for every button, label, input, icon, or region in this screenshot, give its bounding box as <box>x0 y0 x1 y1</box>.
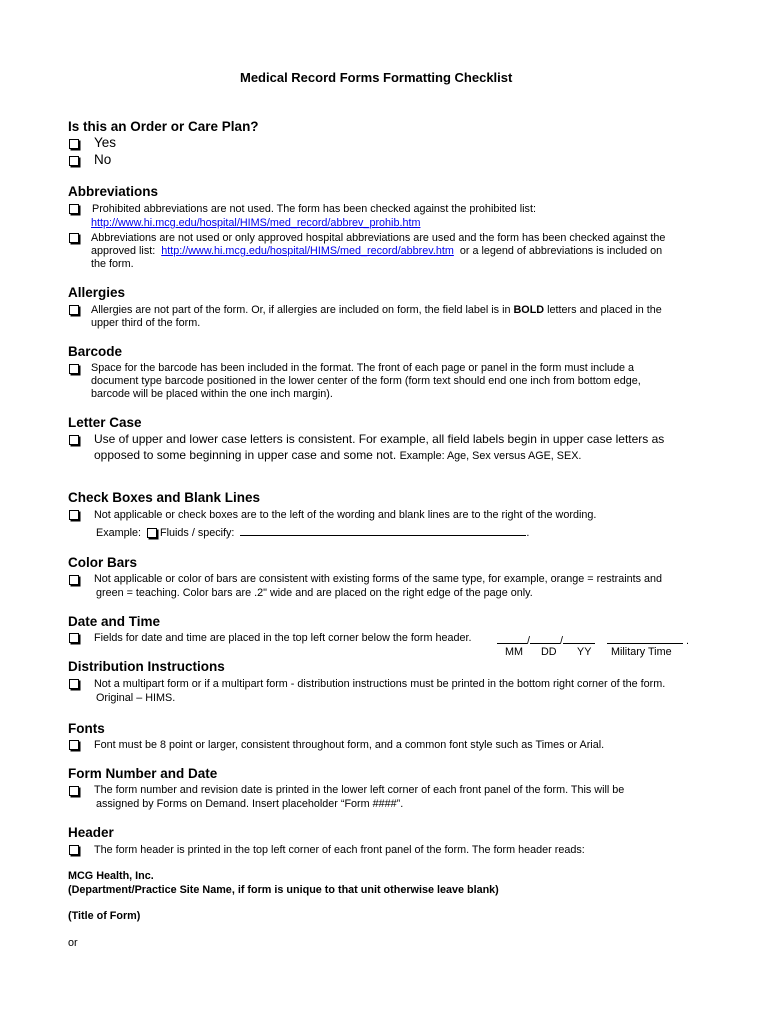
letter-case-line2-text: opposed to some beginning in upper case and some not. <box>94 448 397 462</box>
yy-blank <box>563 632 595 644</box>
distribution-line1: Not a multipart form or if a multipart form - distribution instructions must be printed in the bottom right corner of the form. <box>94 678 666 690</box>
header-org: MCG Health, Inc. <box>68 870 154 882</box>
fonts-heading: Fonts <box>68 721 105 736</box>
form-number-heading: Form Number and Date <box>68 766 218 781</box>
header-heading: Header <box>68 825 114 840</box>
label-mm: MM <box>505 646 523 658</box>
color-bars-heading: Color Bars <box>68 555 138 570</box>
example-label: Example: <box>96 527 142 539</box>
time-blank <box>607 632 683 644</box>
label-military-time: Military Time <box>611 646 672 658</box>
prohibited-list-link[interactable]: http://www.hi.mcg.edu/hospital/HIMS/med_record/abbrev_prohib.htm <box>91 217 421 229</box>
barcode-line2: document type barcode positioned in the lower center of the form (form text should end one inch from bottom edge, <box>91 375 641 387</box>
mm-blank <box>497 632 527 644</box>
abbrev-approved-line1: Abbreviations are not used or only approved hospital abbreviations are used and the form has been checked against the <box>91 232 666 244</box>
header-or: or <box>68 937 78 949</box>
allergies-line1 <box>91 304 662 318</box>
letter-case-heading: Letter Case <box>68 415 142 430</box>
abbrev-approved-checkbox[interactable] <box>69 233 79 243</box>
letter-case-example: Example: Age, Sex versus AGE, SEX. <box>399 450 582 462</box>
header-form-title: (Title of Form) <box>68 910 141 922</box>
dd-blank <box>530 632 560 644</box>
letter-case-line2 <box>94 448 581 464</box>
check-boxes-line1: Not applicable or check boxes are to the left of the wording and blank lines are to the right of the wording. <box>94 509 597 521</box>
allergies-heading: Allergies <box>68 285 126 300</box>
label-dd: DD <box>541 646 557 658</box>
date-time-heading: Date and Time <box>68 614 161 629</box>
check-boxes-example <box>96 524 529 541</box>
distribution-heading: Distribution Instructions <box>68 659 225 674</box>
form-number-line2: assigned by Forms on Demand. Insert placeholder “Form ####”. <box>96 798 404 810</box>
form-number-line1: The form number and revision date is printed in the lower left corner of each front panel of the form. This will be <box>94 784 625 796</box>
yes-checkbox[interactable] <box>69 139 79 149</box>
fluids-example-checkbox <box>147 528 157 538</box>
color-bars-checkbox[interactable] <box>69 575 79 585</box>
color-bars-line2: green = teaching. Color bars are .2" wide and are placed on the right edge of the page only. <box>96 587 533 599</box>
distribution-line2: Original – HIMS. <box>96 692 176 704</box>
fluids-specify-text: Fluids / specify: <box>160 527 235 539</box>
check-boxes-checkbox[interactable] <box>69 510 79 520</box>
letter-case-checkbox[interactable] <box>69 435 79 445</box>
yes-label: Yes <box>94 135 117 150</box>
header-dept: (Department/Practice Site Name, if form is unique to that unit otherwise leave blank) <box>68 884 499 896</box>
date-time-line1: Fields for date and time are placed in the top left corner below the form header. <box>94 632 472 644</box>
no-label: No <box>94 152 112 167</box>
abbrev-prohibited-text: Prohibited abbreviations are not used. The form has been checked against the prohibited list: <box>92 203 536 215</box>
letter-case-line1: Use of upper and lower case letters is consistent. For example, all field labels begin in upper case letters as <box>94 432 665 446</box>
fluids-blank-line <box>240 524 526 536</box>
barcode-checkbox[interactable] <box>69 364 79 374</box>
order-question-heading: Is this an Order or Care Plan? <box>68 119 259 134</box>
page-title: Medical Record Forms Formatting Checklist <box>240 70 513 85</box>
date-sep-2: / <box>560 635 563 647</box>
example-end: . <box>526 527 530 539</box>
distribution-checkbox[interactable] <box>69 679 79 689</box>
approved-list-suffix: or a legend of abbreviations is included on <box>459 245 663 257</box>
abbrev-approved-line3: the form. <box>91 258 134 270</box>
barcode-line3: barcode will be placed within the one inch margin). <box>91 388 333 400</box>
barcode-heading: Barcode <box>68 344 123 359</box>
barcode-line1: Space for the barcode has been included in the format. The front of each page or panel in the form must include a <box>91 362 634 374</box>
date-time-end: . <box>686 635 689 647</box>
header-line1: The form header is printed in the top left corner of each front panel of the form. The form header reads: <box>94 844 585 856</box>
fonts-checkbox[interactable] <box>69 740 79 750</box>
check-boxes-heading: Check Boxes and Blank Lines <box>68 490 261 505</box>
allergies-bold-word: BOLD <box>513 304 545 316</box>
date-sep-1: / <box>527 635 530 647</box>
label-yy: YY <box>577 646 592 658</box>
allergies-line1-pre: Allergies are not part of the form. Or, if allergies are included on form, the field label is in <box>91 304 511 316</box>
approved-list-prefix: approved list: <box>91 245 156 257</box>
form-number-checkbox[interactable] <box>69 786 79 796</box>
abbreviations-heading: Abbreviations <box>68 184 159 199</box>
abbrev-approved-line2 <box>91 245 662 259</box>
allergies-line1-post: letters and placed in the <box>547 304 662 316</box>
abbrev-prohibited-checkbox[interactable] <box>69 204 79 214</box>
approved-list-link[interactable]: http://www.hi.mcg.edu/hospital/HIMS/med_record/abbrev.htm <box>161 245 454 257</box>
no-checkbox[interactable] <box>69 156 79 166</box>
date-time-checkbox[interactable] <box>69 633 79 643</box>
header-checkbox[interactable] <box>69 845 79 855</box>
color-bars-line1: Not applicable or color of bars are consistent with existing forms of the same type, for example, orange = restraints and <box>94 573 663 585</box>
fonts-line1: Font must be 8 point or larger, consistent throughout form, and a common font style such as Times or Arial. <box>94 739 605 751</box>
allergies-checkbox[interactable] <box>69 305 79 315</box>
allergies-line2: upper third of the form. <box>91 317 201 329</box>
